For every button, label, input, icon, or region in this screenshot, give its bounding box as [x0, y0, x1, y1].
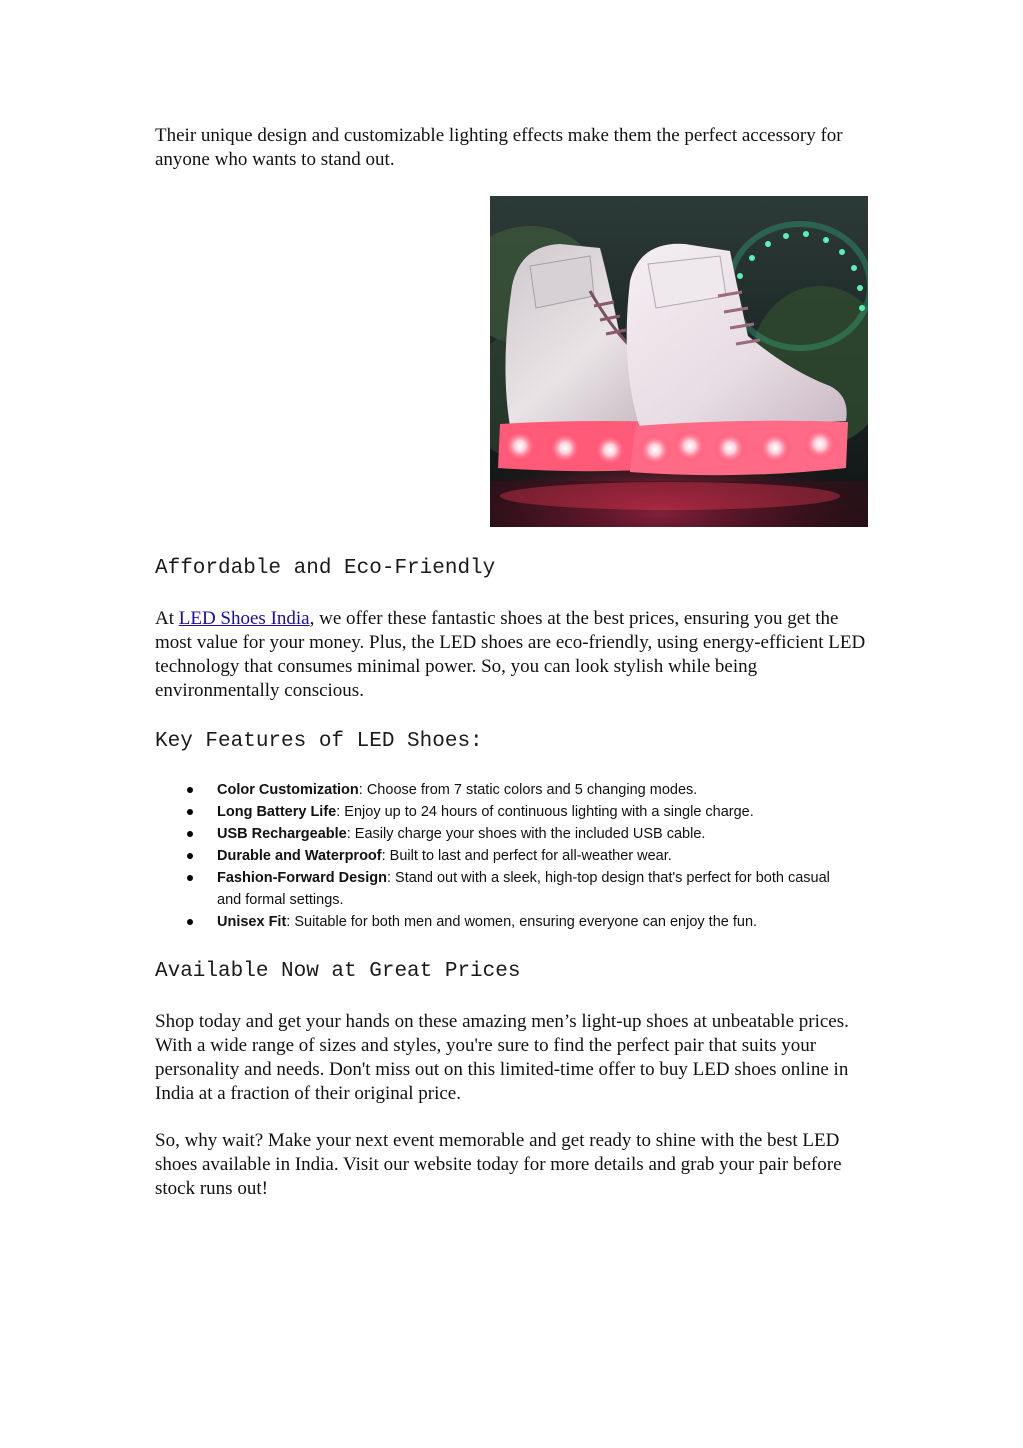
list-item — [155, 779, 855, 801]
feature-label: Unisex Fit — [217, 914, 287, 930]
list-item — [155, 823, 855, 845]
heading-key-features: Key Features of LED Shoes: — [155, 730, 483, 753]
feature-label: Durable and Waterproof — [217, 848, 382, 864]
feature-text: : Easily charge your shoes with the included USB cable. — [346, 826, 706, 842]
feature-text: : Built to last and perfect for all-weather wear. — [381, 848, 672, 864]
list-item — [155, 867, 855, 911]
bullet-icon — [187, 875, 193, 881]
list-item — [155, 801, 855, 823]
bullet-icon — [187, 787, 193, 793]
bullet-icon — [187, 831, 193, 837]
led-shoes-india-link[interactable]: LED Shoes India — [178, 608, 310, 629]
feature-text: : Stand out with a sleek, high-top design that's perfect for both casual and formal settings. — [217, 870, 830, 908]
affordable-text-start: At — [155, 608, 179, 629]
available-paragraph-2: So, why wait? Make your next event memorable and get ready to shine with the best LED shoes available in India. Visit our website today for more details and grab your pair before stock runs out! — [155, 1130, 842, 1199]
feature-label: Long Battery Life — [217, 804, 337, 820]
list-item — [155, 845, 855, 867]
heading-available-now: Available Now at Great Prices — [155, 960, 521, 983]
feature-list — [155, 779, 855, 933]
list-item — [155, 911, 855, 933]
affordable-paragraph — [155, 607, 870, 703]
affordable-text-rest: , we offer these fantastic shoes at the best prices, ensuring you get the most value for your money. Plus, the LED shoes are eco-friendly, using energy-efficient LED technology that consumes minimal power. So, you can look stylish while being environmentally conscious. — [155, 608, 866, 701]
available-paragraph-1: Shop today and get your hands on these amazing men’s light-up shoes at unbeatable prices. With a wide range of sizes and styles, you're sure to find the perfect pair that suits your personality and needs. Don't miss out on this limited-time offer to buy LED shoes online in India at a fraction of their original price. — [155, 1011, 849, 1104]
intro-paragraph: Their unique design and customizable lighting effects make them the perfect accessory for anyone who wants to stand out. — [155, 125, 843, 170]
feature-text: : Enjoy up to 24 hours of continuous lighting with a single charge. — [336, 804, 754, 820]
feature-text: : Choose from 7 static colors and 5 changing modes. — [358, 782, 698, 798]
feature-label: USB Rechargeable — [217, 826, 347, 842]
heading-affordable: Affordable and Eco-Friendly — [155, 557, 496, 580]
bullet-icon — [187, 853, 193, 859]
led-shoes-photo — [490, 196, 868, 527]
feature-label: Fashion-Forward Design — [217, 870, 387, 886]
bullet-icon — [187, 809, 193, 815]
bullet-icon — [187, 919, 193, 925]
feature-text: : Suitable for both men and women, ensuring everyone can enjoy the fun. — [286, 914, 758, 930]
feature-label: Color Customization — [217, 782, 359, 798]
